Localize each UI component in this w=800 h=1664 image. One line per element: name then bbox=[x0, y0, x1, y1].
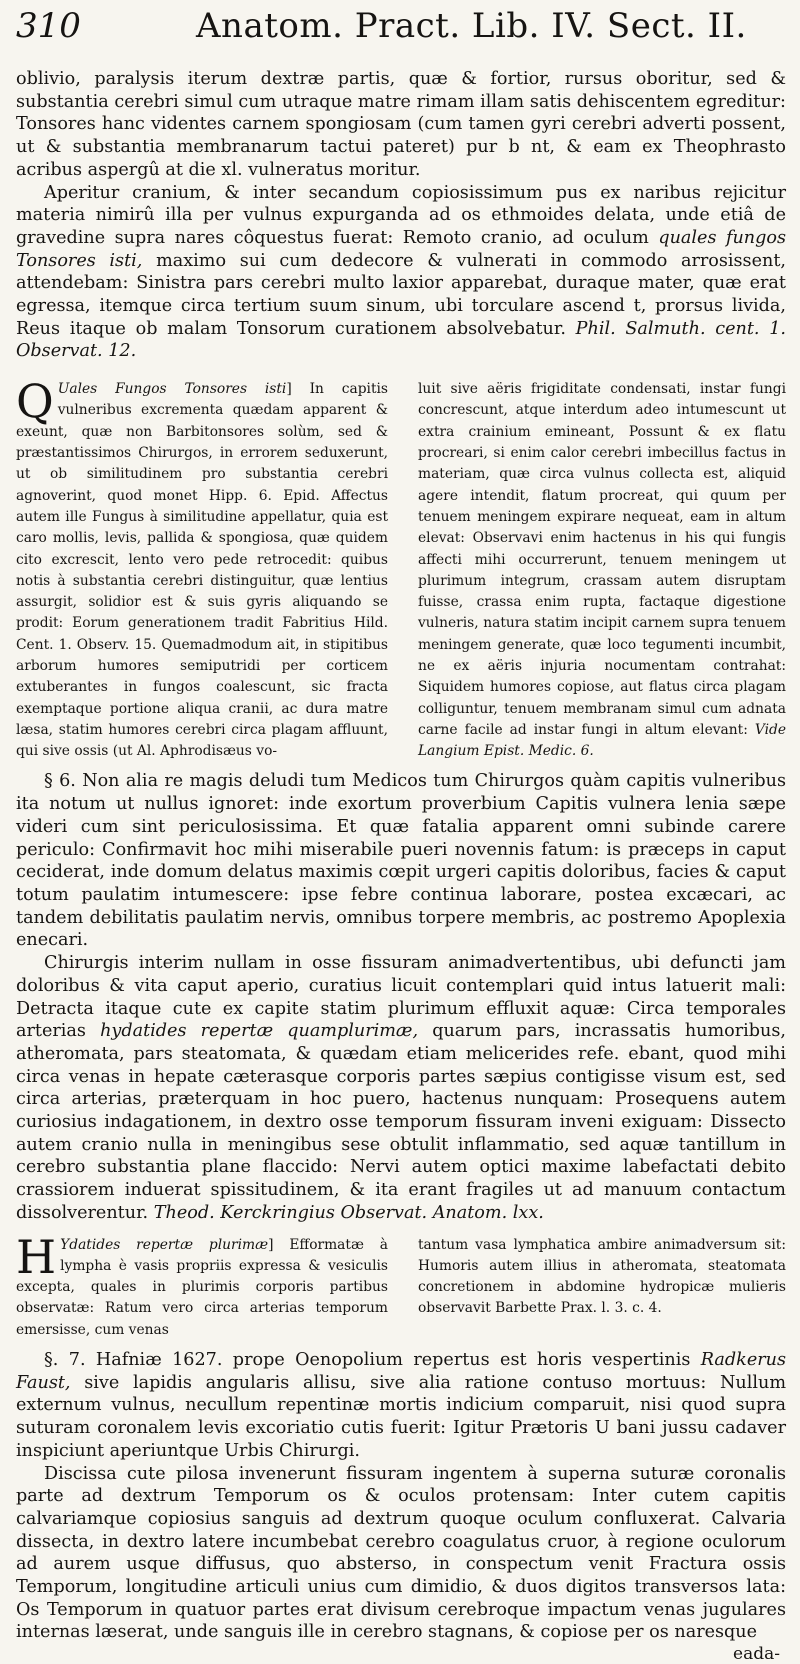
section-6-paragraph-1: § 6. Non alia re magis deludi tum Medicos tum Chirurgos quàm capitis vulneribus ita notum ut nullus ignoret: inde exortum proverbium Capitis vulnera lenia sæpe videri cum sint periculosissima. Et quæ fatalia apparent omni subinde carere periculo: Confirmavit hoc mihi miserabile pueri novennis fatum: is præceps in caput ceciderat, inde domum delatus maximis cœpit urgeri capitis doloribus, facies & caput totum paulatim intumescere: ipse febre continua laborare, postea excæcari, ac tandem debilitatis paulatim nervis, omnibus torpere membris, ac postremo Apoplexia enecari. bbox=[16, 771, 786, 951]
section-6-citation: Theod. Kerckringius Observat. Anatom. lxx. bbox=[153, 1202, 544, 1223]
annotation-1-left-text: ] In capitis vulneribus excrementa quædam apparent & exeunt, quæ non Barbitonsores solùm, sed & præstantissimos Chirurgos, in errorem seduxerunt, ut ob similitudinem pro substantia cerebri agnoverint, quod monet Hipp. 6. Epid. Affectus autem ille Fungus à similitudine appellatur, quia est caro mollis, levis, pallida & spongiosa, quæ quidem cito excrescit, lento vero pede retrocedit: quibus notis à substantia cerebri distinguitur, quæ lentius assurgit, solidior est & suis gyris aliquando se prodit: Eorum generationem tradit Fabritius Hild. Cent. 1. Observ. 15. Quemadmodum ait, in stipitibus arborum humores semiputridi per corticem extuberantes in fungos coalescunt, sic fracta exemptaque portione aliqua cranii, ac dura matre læsa, statim humores cerebri circa plagam affluunt, qui sive ossis (ut Al. Aphrodisæus vo- bbox=[16, 381, 388, 760]
section-7-paragraph-2: Discissa cute pilosa invenerunt fissuram ingentem à superna suturæ coronalis parte ad dextrum Temporum os & oculos protensam: Inter cutem capitis calvariamque copiosius sanguis ad dextrum quoque oculum confluxerat. Calvaria dissecta, in dextro latere incumbebat cerebro coagulatus cruor, à regione oculorum ad aurem usque diffusus, quo absterso, in conspectum venit Fractura ossis Temporum, longitudine articuli unius cum dimidio, & duos digitos transversos lata: Os Temporum in quatuor partes erat divisum cerebroque impactum venas jugulares internas læserat, unde sanguis ille in cerebro stagnans, & copiose per os naresque bbox=[16, 1463, 786, 1643]
annotation-1-lemma: Uales Fungos Tonsores isti bbox=[57, 381, 287, 398]
annotation-1-right bbox=[418, 379, 786, 762]
paragraph-1: oblivio, paralysis iterum dextræ partis, quæ & fortior, rursus oboritur, sed & substantia cerebri simul cum utraque matre rimam illam satis dehiscentem egreditur: Tonsores hanc videntes carnem spongiosam (cum tamen gyri cerebri adverti possent, ut & substantia membranarum tactui pateret) pur b nt, & eam ex Theophrasto acribus aspergû at die xl. vulneratus moritur. bbox=[16, 69, 786, 180]
section-6-p2-b: quarum pars, incrassatis humoribus, atheromata, pars steatomata, & quædam etiam melicerides refe. ebant, quod mihi circa venas in hepate cæterasque corporis partes sæpius contigisse visum est, sed circa arterias, præterquam in hoc puero, hactenus nunquam: Prosequens autem curiosius indagationem, in dextro osse temporum fissuram inveni exiguam: Dissecto autem cranio nulla in meningibus sese obtulit inflammatio, sed aquæ tantillum in cerebro substantia plane flaccido: Nervi autem optici maxime labefactati debito crassiorem induerat spissitudinem, & ita erant fragiles ut ad manuum contactum dissolverentur. bbox=[16, 1021, 787, 1223]
paragraph-2 bbox=[16, 182, 786, 364]
paragraph-2-text2: maximo sui cum dedecore & vulnerati in commodo arrosissent, attendebam: Sinistra pars cerebri multo laxior apparebat, duraque mater, quæ erat egressa, itemque circa tertium suum sinum, ubi torculare ascend t, prorsus livida, Reus itaque ob malam Tonsorum curationem absolvebatur. bbox=[16, 250, 786, 339]
annotation-1-left bbox=[16, 374, 388, 762]
drop-initial: Q bbox=[16, 374, 54, 429]
drop-initial-2: H bbox=[16, 1229, 57, 1284]
section-7-p1-b: sive lapidis angularis allisu, sive alia ratione contuso mortuus: Nullum externum vulnus, necullum repentinæ mortis indicium comparuit, nisi quod supra suturam coronalem levis excoriatio cutis fuerit: Igitur Prætoris U bani jussu cadaver inspiciunt aperiuntque Urbis Chirurgi. bbox=[16, 1372, 786, 1461]
section-7-paragraph-1 bbox=[16, 1349, 786, 1463]
annotation-1 bbox=[16, 374, 786, 762]
paragraph-2-italic: quales fungos Tonsores isti, bbox=[16, 227, 787, 271]
section-6-p2-italic: hydatides repertæ quamplurimæ, bbox=[100, 1021, 419, 1042]
annotation-2-lemma: Ydatides repertæ plurimæ bbox=[60, 1236, 269, 1253]
running-head: Anatom. Pract. Lib. IV. Sect. II. bbox=[196, 6, 747, 46]
section-6 bbox=[16, 770, 786, 1224]
annotation-2-left bbox=[16, 1229, 388, 1341]
section-7 bbox=[16, 1349, 786, 1664]
annotation-2-right-text: tantum vasa lymphatica ambire animadversum sit: Humoris autem illius in atheromata, steatomata concretionem in abdomine hydropicæ mulieris observavit Barbette Prax. l. 3. c. 4. bbox=[418, 1236, 786, 1317]
annotation-1-right-text: luit sive aëris frigiditate condensati, instar fungi concrescunt, atque interdum adeo intumescunt ut extra crainium emineant, Possunt & ex flatu procreari, si enim calor cerebri imbecillus factus in materiam, quæ circa vulnus collecta est, aliquid agere intendit, flatum procreat, qui quum per tenuem meningem expirare nequeat, eam in altum elevat: Observavi enim hactenus in his qui fungis affecti mihi occurrerunt, tenuem meningem ut plurimum integrum, crassam autem disruptam fuisse, crassa enim rupta, factaque digestione vulneris, natura statim incipit carnem supra tenuem meningem generate, quæ loco tegumenti incumbit, ne ex aëris injuria nocumentam contrahat: Siquidem humores copiose, aut flatus circa plagam colliguntur, tenuem membranam simul cum adnata carne facile ad instar fungi in altum elevant: bbox=[418, 381, 786, 738]
page-header bbox=[16, 6, 786, 68]
section-7-p1-italic: Radkerus Faust, bbox=[16, 1350, 786, 1393]
annotation-1-citation: Vide Langium Epist. Medic. 6. bbox=[418, 721, 786, 760]
annotation-2-right bbox=[418, 1235, 786, 1341]
paragraph-2-text: Aperitur cranium, & inter secandum copiosissimum pus ex naribus rejicitur materia nimirû illa per vulnus expurganda ad os ethmoides delata, unde etiâ de gravedine supra nares côquestus fuerat: Remoto cranio, ad oculum bbox=[16, 182, 786, 248]
catchword: eada- bbox=[733, 1644, 780, 1664]
section-6-paragraph-2 bbox=[16, 952, 786, 1224]
annotation-2 bbox=[16, 1229, 786, 1341]
section-6-p2-a: Chirurgis interim nullam in osse fissuram animadvertentibus, ubi defuncti jam doloribus & vita caput aperio, curatius licuit contemplari quid intus latuerit mali: Detracta itaque cute ex capite statim plurimum effluxit aquæ: Circa temporales arterias bbox=[16, 953, 786, 1042]
page-number: 310 bbox=[16, 6, 81, 46]
paragraph-2-citation: Phil. Salmuth. cent. 1. Observat. 12. bbox=[16, 318, 786, 362]
annotation-2-left-text: ] Efformatæ à lympha è vasis propriis expressa & vesiculis excepta, quales in plurimis corporis partibus observatæ: Ratum vero circa arterias temporum emersisse, cum venas bbox=[16, 1236, 388, 1338]
section-7-p1-a: §. 7. Hafniæ 1627. prope Oenopolium repertus est horis vespertinis bbox=[44, 1350, 691, 1371]
